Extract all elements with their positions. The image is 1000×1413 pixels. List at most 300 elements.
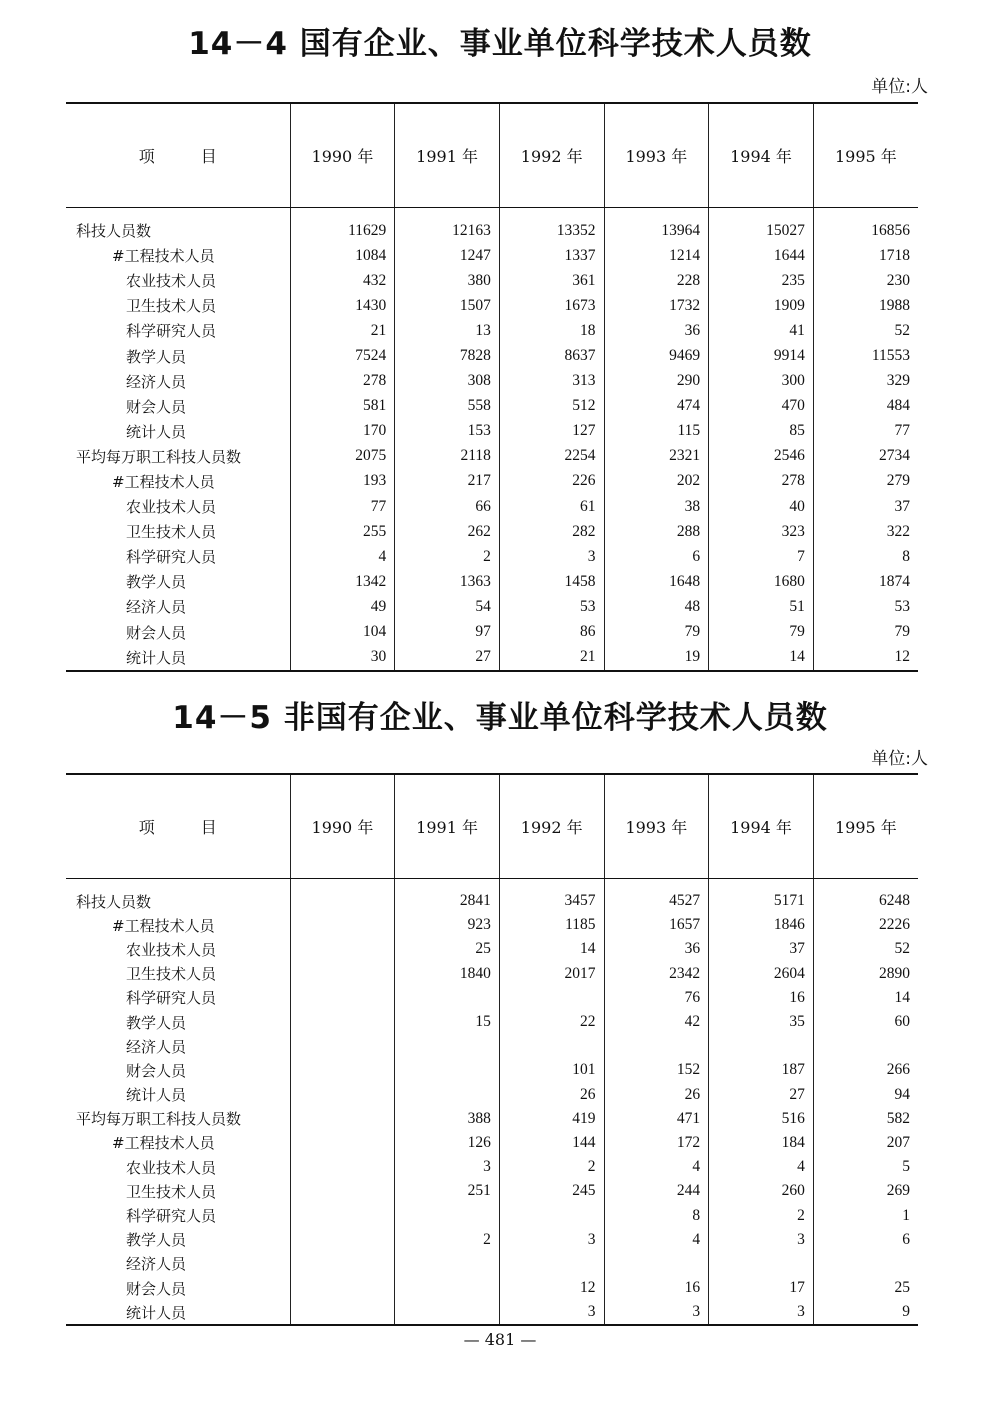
cell-value: 35	[709, 1010, 814, 1034]
table-row	[66, 1107, 918, 1131]
cell-value	[395, 1083, 500, 1107]
cell-value	[499, 1034, 604, 1058]
table1-unit: 单位:人	[871, 77, 928, 97]
table-row	[66, 444, 918, 469]
cell-value: 12	[499, 1276, 604, 1300]
table-row	[66, 519, 918, 544]
cell-value: 202	[604, 469, 709, 494]
cell-value: 14	[813, 986, 918, 1010]
cell-value: 581	[290, 394, 395, 419]
cell-value: 3	[604, 1300, 709, 1325]
cell-value: 1430	[290, 293, 395, 318]
table1-header-year: 1991 年	[395, 103, 500, 208]
cell-value: 4	[604, 1228, 709, 1252]
cell-value: 1648	[604, 569, 709, 594]
cell-value	[395, 1276, 500, 1300]
cell-value: 52	[813, 318, 918, 343]
row-label: 平均每万职工科技人员数	[76, 1110, 242, 1129]
table2-header-year: 1992 年	[499, 774, 604, 879]
cell-value: 474	[604, 394, 709, 419]
cell-value: 361	[499, 268, 604, 293]
cell-value: 16856	[813, 208, 918, 244]
cell-value	[709, 1252, 814, 1276]
cell-value: 36	[604, 937, 709, 961]
table1-header-item: 项 目	[66, 103, 290, 208]
table-row	[66, 986, 918, 1010]
cell-value: 1342	[290, 569, 395, 594]
cell-value: 9	[813, 1300, 918, 1325]
cell-value: 228	[604, 268, 709, 293]
cell-value: 3457	[499, 879, 604, 914]
cell-value: 2	[499, 1155, 604, 1179]
table1-header-year: 1990 年	[290, 103, 395, 208]
cell-value: 1214	[604, 243, 709, 268]
cell-value: 13964	[604, 208, 709, 244]
cell-value: 2118	[395, 444, 500, 469]
row-label: 统计人员	[126, 1086, 187, 1105]
cell-value: 42	[604, 1010, 709, 1034]
table-row	[66, 1010, 918, 1034]
cell-value	[290, 1203, 395, 1227]
cell-value: 2841	[395, 879, 500, 914]
cell-value: 3	[499, 1228, 604, 1252]
table-row	[66, 1300, 918, 1325]
cell-value: 19	[604, 645, 709, 671]
cell-value: 278	[290, 369, 395, 394]
cell-value: 558	[395, 394, 500, 419]
cell-value: 22	[499, 1010, 604, 1034]
cell-value: 12	[813, 645, 918, 671]
row-label: #工程技术人员	[112, 247, 215, 266]
cell-value	[499, 1252, 604, 1276]
table-row	[66, 494, 918, 519]
cell-value: 49	[290, 594, 395, 619]
cell-value: 288	[604, 519, 709, 544]
cell-value	[290, 986, 395, 1010]
cell-value: 77	[813, 419, 918, 444]
table-row	[66, 243, 918, 268]
cell-value	[290, 937, 395, 961]
cell-value	[290, 1179, 395, 1203]
cell-value: 217	[395, 469, 500, 494]
cell-value: 380	[395, 268, 500, 293]
cell-value: 27	[709, 1083, 814, 1107]
table-row	[66, 1155, 918, 1179]
cell-value: 8637	[499, 343, 604, 368]
cell-value: 2890	[813, 962, 918, 986]
table2-unit: 单位:人	[871, 749, 928, 769]
table-row	[66, 594, 918, 619]
cell-value: 308	[395, 369, 500, 394]
cell-value	[290, 1276, 395, 1300]
cell-value: 2321	[604, 444, 709, 469]
cell-value: 26	[604, 1083, 709, 1107]
cell-value: 94	[813, 1083, 918, 1107]
cell-value: 37	[709, 937, 814, 961]
table-row	[66, 1276, 918, 1300]
cell-value: 61	[499, 494, 604, 519]
row-label: 农业技术人员	[126, 272, 217, 291]
row-label: 经济人员	[126, 372, 187, 391]
cell-value: 6248	[813, 879, 918, 914]
cell-value: 13352	[499, 208, 604, 244]
cell-value: 207	[813, 1131, 918, 1155]
table2-body	[66, 879, 918, 1326]
cell-value: 9914	[709, 343, 814, 368]
cell-value: 4	[709, 1155, 814, 1179]
cell-value: 104	[290, 620, 395, 645]
cell-value: 582	[813, 1107, 918, 1131]
cell-value: 77	[290, 494, 395, 519]
cell-value: 12163	[395, 208, 500, 244]
cell-value: 7828	[395, 343, 500, 368]
row-label: 统计人员	[66, 645, 290, 671]
row-label: 科学研究人员	[126, 322, 217, 341]
cell-value	[813, 1252, 918, 1276]
cell-value: 2	[709, 1203, 814, 1227]
table2-title: 14－5 非国有企业、事业单位科学技术人员数	[172, 700, 828, 736]
cell-value: 6	[813, 1228, 918, 1252]
row-label: #工程技术人员	[112, 472, 215, 491]
table-row	[66, 1131, 918, 1155]
cell-value: 25	[395, 937, 500, 961]
cell-value: 9469	[604, 343, 709, 368]
cell-value: 60	[813, 1010, 918, 1034]
table2-header-year: 1994 年	[709, 774, 814, 879]
cell-value: 245	[499, 1179, 604, 1203]
row-label: 财会人员	[126, 623, 187, 642]
cell-value: 101	[499, 1058, 604, 1082]
table-row	[66, 343, 918, 368]
cell-value	[604, 1252, 709, 1276]
cell-value: 432	[290, 268, 395, 293]
row-label: 教学人员	[126, 1013, 187, 1032]
cell-value: 51	[709, 594, 814, 619]
cell-value: 27	[395, 645, 500, 671]
table-row	[66, 293, 918, 318]
cell-value: 1840	[395, 962, 500, 986]
cell-value: 2	[395, 1228, 500, 1252]
cell-value: 323	[709, 519, 814, 544]
cell-value: 2075	[290, 444, 395, 469]
cell-value: 5	[813, 1155, 918, 1179]
cell-value: 152	[604, 1058, 709, 1082]
cell-value: 279	[813, 469, 918, 494]
row-label: 平均每万职工科技人员数	[76, 447, 242, 466]
cell-value: 290	[604, 369, 709, 394]
cell-value: 5171	[709, 879, 814, 914]
table-row	[66, 1034, 918, 1058]
cell-value: 3	[395, 1155, 500, 1179]
cell-value: 36	[604, 318, 709, 343]
table1-header-year: 1992 年	[499, 103, 604, 208]
cell-value: 38	[604, 494, 709, 519]
row-label: 经济人员	[126, 598, 187, 617]
cell-value: 3	[499, 544, 604, 569]
table-row	[66, 544, 918, 569]
row-label: 财会人员	[126, 397, 187, 416]
cell-value: 30	[290, 645, 395, 671]
table-row	[66, 879, 918, 914]
cell-value	[290, 913, 395, 937]
cell-value	[499, 986, 604, 1010]
table-row	[66, 208, 918, 244]
cell-value: 471	[604, 1107, 709, 1131]
cell-value	[290, 1252, 395, 1276]
cell-value	[290, 1107, 395, 1131]
table-row	[66, 1203, 918, 1227]
cell-value: 923	[395, 913, 500, 937]
cell-value: 4	[290, 544, 395, 569]
row-label: 科学研究人员	[126, 548, 217, 567]
cell-value	[709, 1034, 814, 1058]
cell-value	[290, 1083, 395, 1107]
cell-value	[290, 1058, 395, 1082]
table-row	[66, 469, 918, 494]
cell-value: 3	[709, 1300, 814, 1325]
row-label: 教学人员	[126, 1231, 187, 1250]
cell-value: 1680	[709, 569, 814, 594]
cell-value: 13	[395, 318, 500, 343]
table2-header-row	[66, 774, 918, 879]
cell-value: 153	[395, 419, 500, 444]
row-label: 财会人员	[126, 1061, 187, 1080]
cell-value: 244	[604, 1179, 709, 1203]
cell-value: 2546	[709, 444, 814, 469]
row-label: 经济人员	[126, 1037, 187, 1056]
cell-value: 226	[499, 469, 604, 494]
cell-value: 322	[813, 519, 918, 544]
cell-value: 6	[604, 544, 709, 569]
cell-value: 2604	[709, 962, 814, 986]
row-label: 卫生技术人员	[126, 297, 217, 316]
cell-value: 40	[709, 494, 814, 519]
table-row	[66, 962, 918, 986]
cell-value: 11553	[813, 343, 918, 368]
table-row	[66, 394, 918, 419]
cell-value: 18	[499, 318, 604, 343]
cell-value: 79	[709, 620, 814, 645]
cell-value	[290, 962, 395, 986]
cell-value: 48	[604, 594, 709, 619]
cell-value: 1644	[709, 243, 814, 268]
row-label: #工程技术人员	[112, 1134, 215, 1153]
cell-value: 255	[290, 519, 395, 544]
cell-value: 2	[395, 544, 500, 569]
cell-value: 79	[604, 620, 709, 645]
cell-value: 126	[395, 1131, 500, 1155]
cell-value: 144	[499, 1131, 604, 1155]
cell-value	[290, 1228, 395, 1252]
table2-header-year: 1990 年	[290, 774, 395, 879]
cell-value: 484	[813, 394, 918, 419]
cell-value: 170	[290, 419, 395, 444]
cell-value: 85	[709, 419, 814, 444]
table1-body	[66, 208, 918, 671]
cell-value	[395, 1252, 500, 1276]
cell-value: 3	[499, 1300, 604, 1325]
cell-value: 512	[499, 394, 604, 419]
table1-title: 14－4 国有企业、事业单位科学技术人员数	[188, 26, 812, 62]
cell-value: 54	[395, 594, 500, 619]
table1-header-year: 1995 年	[813, 103, 918, 208]
table-row	[66, 1083, 918, 1107]
cell-value: 16	[709, 986, 814, 1010]
cell-value: 193	[290, 469, 395, 494]
cell-value: 17	[709, 1276, 814, 1300]
table-row	[66, 1228, 918, 1252]
cell-value: 1337	[499, 243, 604, 268]
cell-value: 388	[395, 1107, 500, 1131]
row-label: 科学研究人员	[126, 1207, 217, 1226]
cell-value: 172	[604, 1131, 709, 1155]
cell-value: 11629	[290, 208, 395, 244]
cell-value: 187	[709, 1058, 814, 1082]
table1	[66, 102, 918, 672]
cell-value: 66	[395, 494, 500, 519]
cell-value: 230	[813, 268, 918, 293]
cell-value: 282	[499, 519, 604, 544]
table-row	[66, 645, 918, 671]
cell-value: 97	[395, 620, 500, 645]
table2	[66, 773, 918, 1326]
cell-value: 21	[499, 645, 604, 671]
cell-value: 2342	[604, 962, 709, 986]
cell-value: 14	[499, 937, 604, 961]
cell-value: 127	[499, 419, 604, 444]
table1-header-year: 1994 年	[709, 103, 814, 208]
cell-value: 115	[604, 419, 709, 444]
cell-value: 516	[709, 1107, 814, 1131]
cell-value: 15	[395, 1010, 500, 1034]
cell-value: 313	[499, 369, 604, 394]
row-label: 经济人员	[126, 1255, 187, 1274]
cell-value: 16	[604, 1276, 709, 1300]
row-label: 科学研究人员	[126, 989, 217, 1008]
row-label: 农业技术人员	[126, 940, 217, 959]
cell-value: 1846	[709, 913, 814, 937]
cell-value: 7	[709, 544, 814, 569]
row-label: 卫生技术人员	[126, 523, 217, 542]
row-label: 农业技术人员	[126, 498, 217, 517]
table2-header-item: 项 目	[66, 774, 290, 879]
cell-value: 1657	[604, 913, 709, 937]
cell-value: 76	[604, 986, 709, 1010]
table-row	[66, 268, 918, 293]
table-row	[66, 419, 918, 444]
cell-value: 1988	[813, 293, 918, 318]
cell-value: 262	[395, 519, 500, 544]
page-number: — 481 —	[463, 1330, 537, 1349]
cell-value	[290, 879, 395, 914]
cell-value	[395, 1203, 500, 1227]
row-label: 卫生技术人员	[126, 965, 217, 984]
cell-value	[499, 1203, 604, 1227]
cell-value	[395, 986, 500, 1010]
table-row	[66, 937, 918, 961]
cell-value: 470	[709, 394, 814, 419]
cell-value: 2734	[813, 444, 918, 469]
row-label: 科技人员数	[76, 222, 152, 241]
cell-value: 419	[499, 1107, 604, 1131]
cell-value: 7524	[290, 343, 395, 368]
cell-value: 1874	[813, 569, 918, 594]
cell-value	[290, 1155, 395, 1179]
cell-value: 1458	[499, 569, 604, 594]
row-label: 统计人员	[66, 1300, 290, 1325]
table1-header-year: 1993 年	[604, 103, 709, 208]
cell-value: 4	[604, 1155, 709, 1179]
cell-value: 278	[709, 469, 814, 494]
row-label: 农业技术人员	[126, 1158, 217, 1177]
row-label: 科技人员数	[76, 892, 152, 911]
cell-value: 1247	[395, 243, 500, 268]
cell-value: 1507	[395, 293, 500, 318]
cell-value	[290, 1034, 395, 1058]
table-row	[66, 369, 918, 394]
cell-value: 1363	[395, 569, 500, 594]
cell-value: 1673	[499, 293, 604, 318]
cell-value: 53	[499, 594, 604, 619]
cell-value: 21	[290, 318, 395, 343]
cell-value: 2226	[813, 913, 918, 937]
cell-value: 8	[604, 1203, 709, 1227]
cell-value: 184	[709, 1131, 814, 1155]
table1-header-row	[66, 103, 918, 208]
table2-header-year: 1993 年	[604, 774, 709, 879]
cell-value	[290, 1010, 395, 1034]
cell-value: 1718	[813, 243, 918, 268]
cell-value: 251	[395, 1179, 500, 1203]
cell-value: 1732	[604, 293, 709, 318]
cell-value	[290, 1300, 395, 1325]
cell-value: 79	[813, 620, 918, 645]
cell-value: 25	[813, 1276, 918, 1300]
cell-value	[395, 1058, 500, 1082]
table2-header-year: 1995 年	[813, 774, 918, 879]
table-row	[66, 1252, 918, 1276]
cell-value: 8	[813, 544, 918, 569]
cell-value	[395, 1300, 500, 1325]
cell-value: 1084	[290, 243, 395, 268]
cell-value: 37	[813, 494, 918, 519]
cell-value: 26	[499, 1083, 604, 1107]
cell-value	[395, 1034, 500, 1058]
cell-value: 3	[709, 1228, 814, 1252]
cell-value: 2254	[499, 444, 604, 469]
table-row	[66, 1058, 918, 1082]
cell-value: 260	[709, 1179, 814, 1203]
cell-value: 300	[709, 369, 814, 394]
row-label: 财会人员	[126, 1279, 187, 1298]
row-label: 教学人员	[126, 573, 187, 592]
cell-value: 329	[813, 369, 918, 394]
table-row	[66, 620, 918, 645]
cell-value: 53	[813, 594, 918, 619]
cell-value: 269	[813, 1179, 918, 1203]
cell-value: 52	[813, 937, 918, 961]
cell-value: 1	[813, 1203, 918, 1227]
table2-header-year: 1991 年	[395, 774, 500, 879]
row-label: 教学人员	[126, 347, 187, 366]
cell-value	[290, 1131, 395, 1155]
table-row	[66, 318, 918, 343]
row-label: 统计人员	[126, 422, 187, 441]
row-label: 卫生技术人员	[126, 1182, 217, 1201]
cell-value: 2017	[499, 962, 604, 986]
cell-value: 4527	[604, 879, 709, 914]
cell-value	[813, 1034, 918, 1058]
